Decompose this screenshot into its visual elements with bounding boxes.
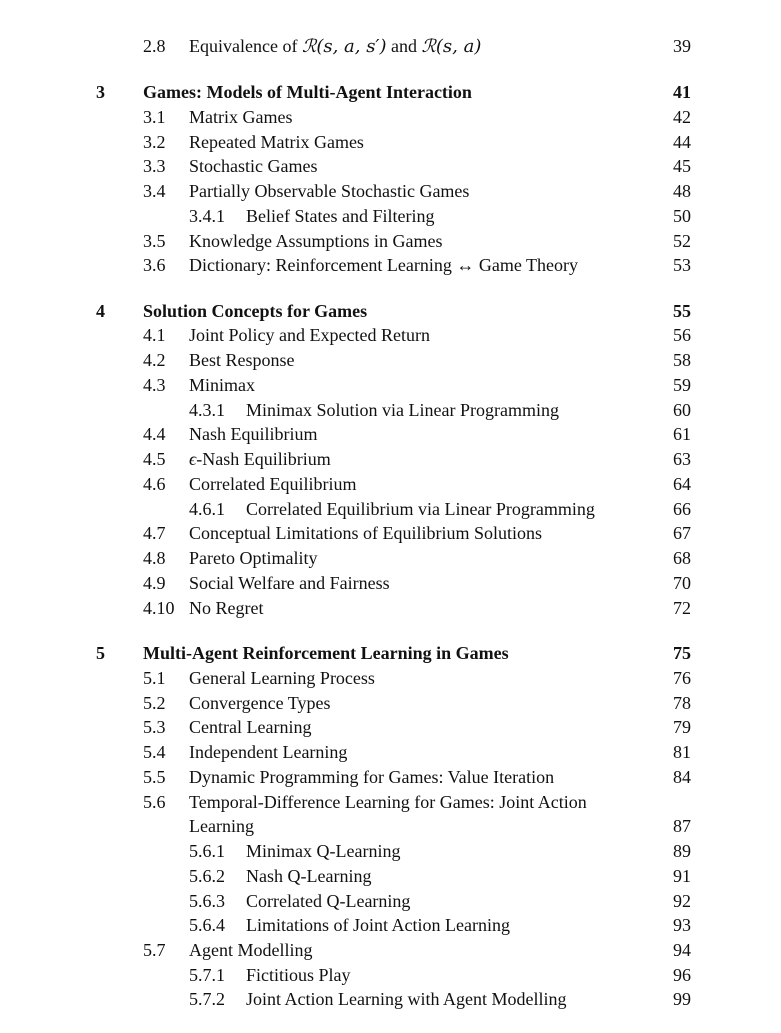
page-number: 44	[673, 132, 691, 152]
page-number: 84	[673, 767, 691, 787]
page-number: 94	[673, 940, 691, 960]
section-number: 5.6	[143, 792, 166, 812]
toc-entry-4-6-1	[0, 498, 781, 520]
title-mid: and	[386, 36, 422, 56]
subsection-title: Minimax Q-Learning	[246, 841, 401, 861]
section-number: 4.10	[143, 598, 175, 618]
section-number: 5.3	[143, 717, 166, 737]
page-number: 50	[673, 206, 691, 226]
page-number: 52	[673, 231, 691, 251]
page-number: 96	[673, 965, 691, 985]
section-number: 4.5	[143, 449, 166, 469]
toc-entry-5-7-2	[0, 988, 781, 1010]
chapter-title: Multi-Agent Reinforcement Learning in Games	[143, 643, 509, 663]
page-number: 87	[673, 816, 691, 836]
subsection-number: 4.3.1	[189, 400, 225, 420]
page-number: 48	[673, 181, 691, 201]
section-number: 5.1	[143, 668, 166, 688]
toc-entry-2-8	[0, 35, 781, 57]
section-number: 5.2	[143, 693, 166, 713]
toc-entry-5-2	[0, 692, 781, 714]
toc-entry-3-3	[0, 155, 781, 177]
page-number: 79	[673, 717, 691, 737]
section-title: Best Response	[189, 350, 295, 370]
section-title: Minimax	[189, 375, 255, 395]
toc-entry-3-4	[0, 180, 781, 202]
section-number: 3.1	[143, 107, 166, 127]
page-number: 91	[673, 866, 691, 886]
section-title: Independent Learning	[189, 742, 348, 762]
page-number: 70	[673, 573, 691, 593]
subsection-number: 5.7.2	[189, 989, 225, 1009]
page-number: 92	[673, 891, 691, 911]
section-number: 5.4	[143, 742, 166, 762]
subsection-number: 5.6.2	[189, 866, 225, 886]
section-title: Nash Equilibrium	[189, 424, 318, 444]
page-number: 76	[673, 668, 691, 688]
section-title: Matrix Games	[189, 107, 293, 127]
toc-entry-4-3-1	[0, 399, 781, 421]
page-number: 42	[673, 107, 691, 127]
section-title	[189, 448, 331, 470]
subsection-number: 4.6.1	[189, 499, 225, 519]
page-number: 41	[673, 82, 691, 102]
toc-entry-4-8	[0, 547, 781, 569]
toc-entry-5-5	[0, 766, 781, 788]
title-prefix: Equivalence of	[189, 36, 302, 56]
toc-entry-3-4-1	[0, 205, 781, 227]
subsection-title: Nash Q-Learning	[246, 866, 372, 886]
chapter-number: 5	[96, 643, 105, 663]
toc-chapter-3	[0, 81, 781, 103]
section-title: General Learning Process	[189, 668, 375, 688]
section-title: Conceptual Limitations of Equilibrium Solutions	[189, 523, 542, 543]
subsection-title: Fictitious Play	[246, 965, 351, 985]
section-number: 4.4	[143, 424, 166, 444]
section-number: 4.7	[143, 523, 166, 543]
title-text: -Nash Equilibrium	[196, 449, 331, 469]
section-title: Stochastic Games	[189, 156, 318, 176]
section-number: 4.2	[143, 350, 166, 370]
page-number: 64	[673, 474, 691, 494]
toc-entry-4-6	[0, 473, 781, 495]
section-title: Agent Modelling	[189, 940, 313, 960]
page-number: 45	[673, 156, 691, 176]
subsection-number: 5.6.4	[189, 915, 225, 935]
chapter-title: Games: Models of Multi-Agent Interaction	[143, 82, 472, 102]
page-number: 89	[673, 841, 691, 861]
subsection-title: Minimax Solution via Linear Programming	[246, 400, 559, 420]
page-number: 68	[673, 548, 691, 568]
page-number: 61	[673, 424, 691, 444]
toc-entry-5-7	[0, 939, 781, 961]
page-number: 59	[673, 375, 691, 395]
subsection-title: Correlated Equilibrium via Linear Programming	[246, 499, 595, 519]
section-title: Joint Policy and Expected Return	[189, 325, 430, 345]
section-number: 5.5	[143, 767, 166, 787]
section-title: Pareto Optimality	[189, 548, 318, 568]
section-number: 3.4	[143, 181, 166, 201]
page-number: 66	[673, 499, 691, 519]
subsection-number: 5.7.1	[189, 965, 225, 985]
toc-entry-4-10	[0, 597, 781, 619]
section-title: Dynamic Programming for Games: Value Iteration	[189, 767, 555, 787]
toc-entry-5-6-4	[0, 914, 781, 936]
toc-entry-5-3	[0, 716, 781, 738]
section-number: 4.9	[143, 573, 166, 593]
section-number: 4.8	[143, 548, 166, 568]
section-title: Social Welfare and Fairness	[189, 573, 390, 593]
chapter-number: 3	[96, 82, 105, 102]
page-number: 56	[673, 325, 691, 345]
section-number: 3.2	[143, 132, 166, 152]
chapter-title: Solution Concepts for Games	[143, 301, 368, 321]
section-number: 2.8	[143, 36, 166, 56]
section-title: Knowledge Assumptions in Games	[189, 231, 443, 251]
toc-entry-4-4	[0, 423, 781, 445]
section-number: 5.7	[143, 940, 166, 960]
subsection-number: 5.6.3	[189, 891, 225, 911]
toc-chapter-4	[0, 300, 781, 322]
math-expression: ℛ(s, a)	[421, 36, 482, 57]
section-title: Convergence Types	[189, 693, 331, 713]
page-number: 58	[673, 350, 691, 370]
toc-entry-3-1	[0, 106, 781, 128]
toc-entry-5-6-1	[0, 840, 781, 862]
section-title	[189, 35, 481, 58]
section-title: Central Learning	[189, 717, 312, 737]
toc-chapter-5	[0, 642, 781, 664]
subsection-title: Correlated Q-Learning	[246, 891, 411, 911]
page-number: 75	[673, 643, 691, 663]
page-number: 93	[673, 915, 691, 935]
page-number: 99	[673, 989, 691, 1009]
page-number: 81	[673, 742, 691, 762]
toc-entry-5-6	[0, 791, 781, 813]
section-title: No Regret	[189, 598, 264, 618]
section-title: Partially Observable Stochastic Games	[189, 181, 470, 201]
toc-entry-4-3	[0, 374, 781, 396]
section-number: 3.5	[143, 231, 166, 251]
toc-entry-4-1	[0, 324, 781, 346]
subsection-title: Belief States and Filtering	[246, 206, 435, 226]
page-number: 39	[673, 36, 691, 56]
toc-entry-5-6-2	[0, 865, 781, 887]
section-title-line-1: Temporal-Difference Learning for Games: Joint Action	[189, 792, 587, 812]
section-number: 3.6	[143, 255, 166, 275]
page-number: 67	[673, 523, 691, 543]
page-number: 63	[673, 449, 691, 469]
toc-entry-3-5	[0, 230, 781, 252]
chapter-number: 4	[96, 301, 105, 321]
section-number: 4.3	[143, 375, 166, 395]
subsection-title: Limitations of Joint Action Learning	[246, 915, 510, 935]
toc-entry-5-6-continued	[0, 815, 781, 837]
section-title: Repeated Matrix Games	[189, 132, 364, 152]
subsection-number: 5.6.1	[189, 841, 225, 861]
section-title: Dictionary: Reinforcement Learning ↔ Game Theory	[189, 255, 579, 275]
toc-entry-5-7-1	[0, 964, 781, 986]
page-number: 78	[673, 693, 691, 713]
subsection-title: Joint Action Learning with Agent Modelling	[246, 989, 567, 1009]
page-number: 55	[673, 301, 691, 321]
section-title-line-2: Learning	[189, 816, 254, 836]
toc-entry-4-5	[0, 448, 781, 470]
toc-entry-4-7	[0, 522, 781, 544]
epsilon-symbol: ϵ	[189, 449, 197, 469]
toc-entry-3-2	[0, 131, 781, 153]
section-number: 4.6	[143, 474, 166, 494]
toc-entry-4-9	[0, 572, 781, 594]
section-number: 4.1	[143, 325, 166, 345]
page-number: 53	[673, 255, 691, 275]
page-number: 60	[673, 400, 691, 420]
toc-entry-5-1	[0, 667, 781, 689]
toc-entry-5-4	[0, 741, 781, 763]
toc-entry-4-2	[0, 349, 781, 371]
toc-entry-3-6	[0, 254, 781, 276]
section-number: 3.3	[143, 156, 166, 176]
subsection-number: 3.4.1	[189, 206, 225, 226]
math-expression: ℛ(s, a, s′)	[301, 36, 387, 57]
page-number: 72	[673, 598, 691, 618]
toc-entry-5-6-3	[0, 890, 781, 912]
section-title: Correlated Equilibrium	[189, 474, 357, 494]
